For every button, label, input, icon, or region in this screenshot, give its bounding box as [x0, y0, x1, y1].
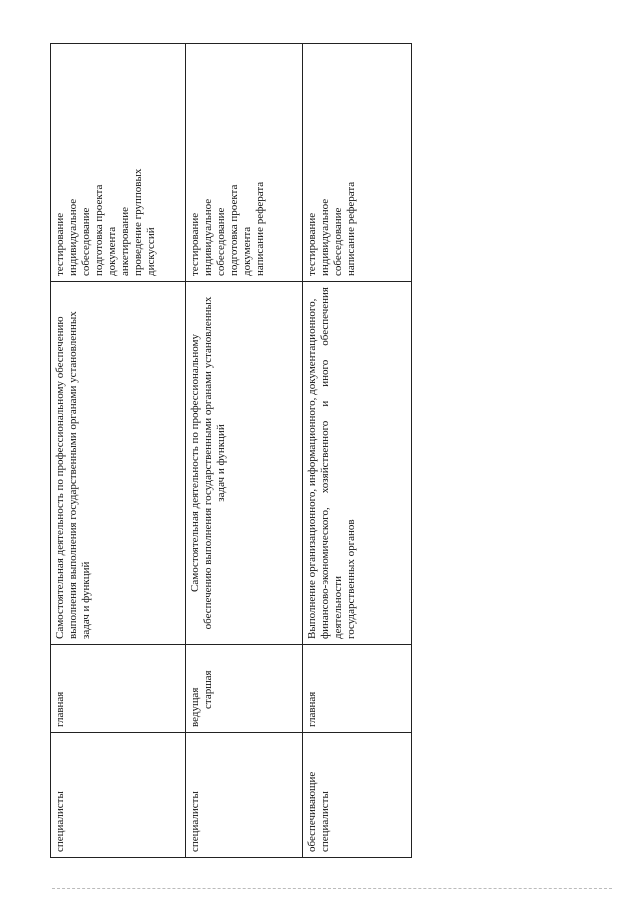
group-text: главная	[54, 691, 66, 727]
group-text: ведущая	[189, 687, 201, 727]
method-item: тестирование	[54, 212, 66, 276]
method-item: собеседование	[80, 207, 92, 276]
group-text: старшая	[202, 670, 214, 709]
activity-line: Самостоятельная деятельность по профессиональному	[189, 334, 201, 592]
category-text: специалисты	[189, 791, 201, 852]
method-item: проведение групповых	[132, 168, 144, 276]
group-cell	[51, 645, 186, 733]
method-item: индивидуальное	[319, 198, 331, 276]
group-text: главная	[306, 691, 318, 727]
method-item: индивидуальное	[67, 198, 79, 276]
method-item: подготовка проекта	[228, 184, 240, 276]
activity-line: финансово-экономического, хозяйственного и иного обеспечения деятельности	[319, 287, 344, 639]
method-item: документа	[106, 226, 118, 276]
table-row	[51, 44, 186, 858]
methods-cell	[51, 44, 186, 282]
rotated-table-sheet	[50, 44, 390, 858]
method-item: индивидуальное	[202, 198, 214, 276]
activity-line: государственных органов	[345, 519, 357, 639]
category-text: специалисты	[54, 791, 66, 852]
method-item: анкетирование	[119, 206, 131, 276]
method-item: собеседование	[332, 207, 344, 276]
method-item: написание реферата	[345, 181, 357, 276]
method-item: тестирование	[306, 212, 318, 276]
method-item: подготовка проекта	[93, 184, 105, 276]
activity-line: Самостоятельная деятельность по профессиональному обеспечению	[54, 316, 66, 639]
group-cell	[186, 645, 303, 733]
table-row	[186, 44, 303, 858]
methods-cell	[303, 44, 412, 282]
activity-line: Выполнение организационного, информационного, документационного,	[306, 298, 318, 639]
activity-cell	[303, 282, 412, 645]
activity-cell	[51, 282, 186, 645]
category-text: обеспечивающие специалисты	[306, 771, 331, 852]
activity-line: задач и функций	[80, 561, 92, 639]
page-footer-rule	[52, 888, 612, 889]
method-item: собеседование	[215, 207, 227, 276]
category-cell	[51, 733, 186, 858]
category-cell	[303, 733, 412, 858]
category-cell	[186, 733, 303, 858]
method-item: дискуссий	[145, 227, 157, 276]
method-item: написание реферата	[254, 181, 266, 276]
method-item: документа	[241, 226, 253, 276]
activity-line: выполнения выполнения государственными органами установленных	[67, 311, 79, 639]
qualification-table	[50, 43, 412, 858]
activity-line: обеспечению выполнения государственными органами установленных	[202, 296, 214, 630]
method-item: тестирование	[189, 212, 201, 276]
table-row	[303, 44, 412, 858]
methods-cell	[186, 44, 303, 282]
group-cell	[303, 645, 412, 733]
activity-cell	[186, 282, 303, 645]
activity-line: задач и функций	[215, 424, 227, 502]
